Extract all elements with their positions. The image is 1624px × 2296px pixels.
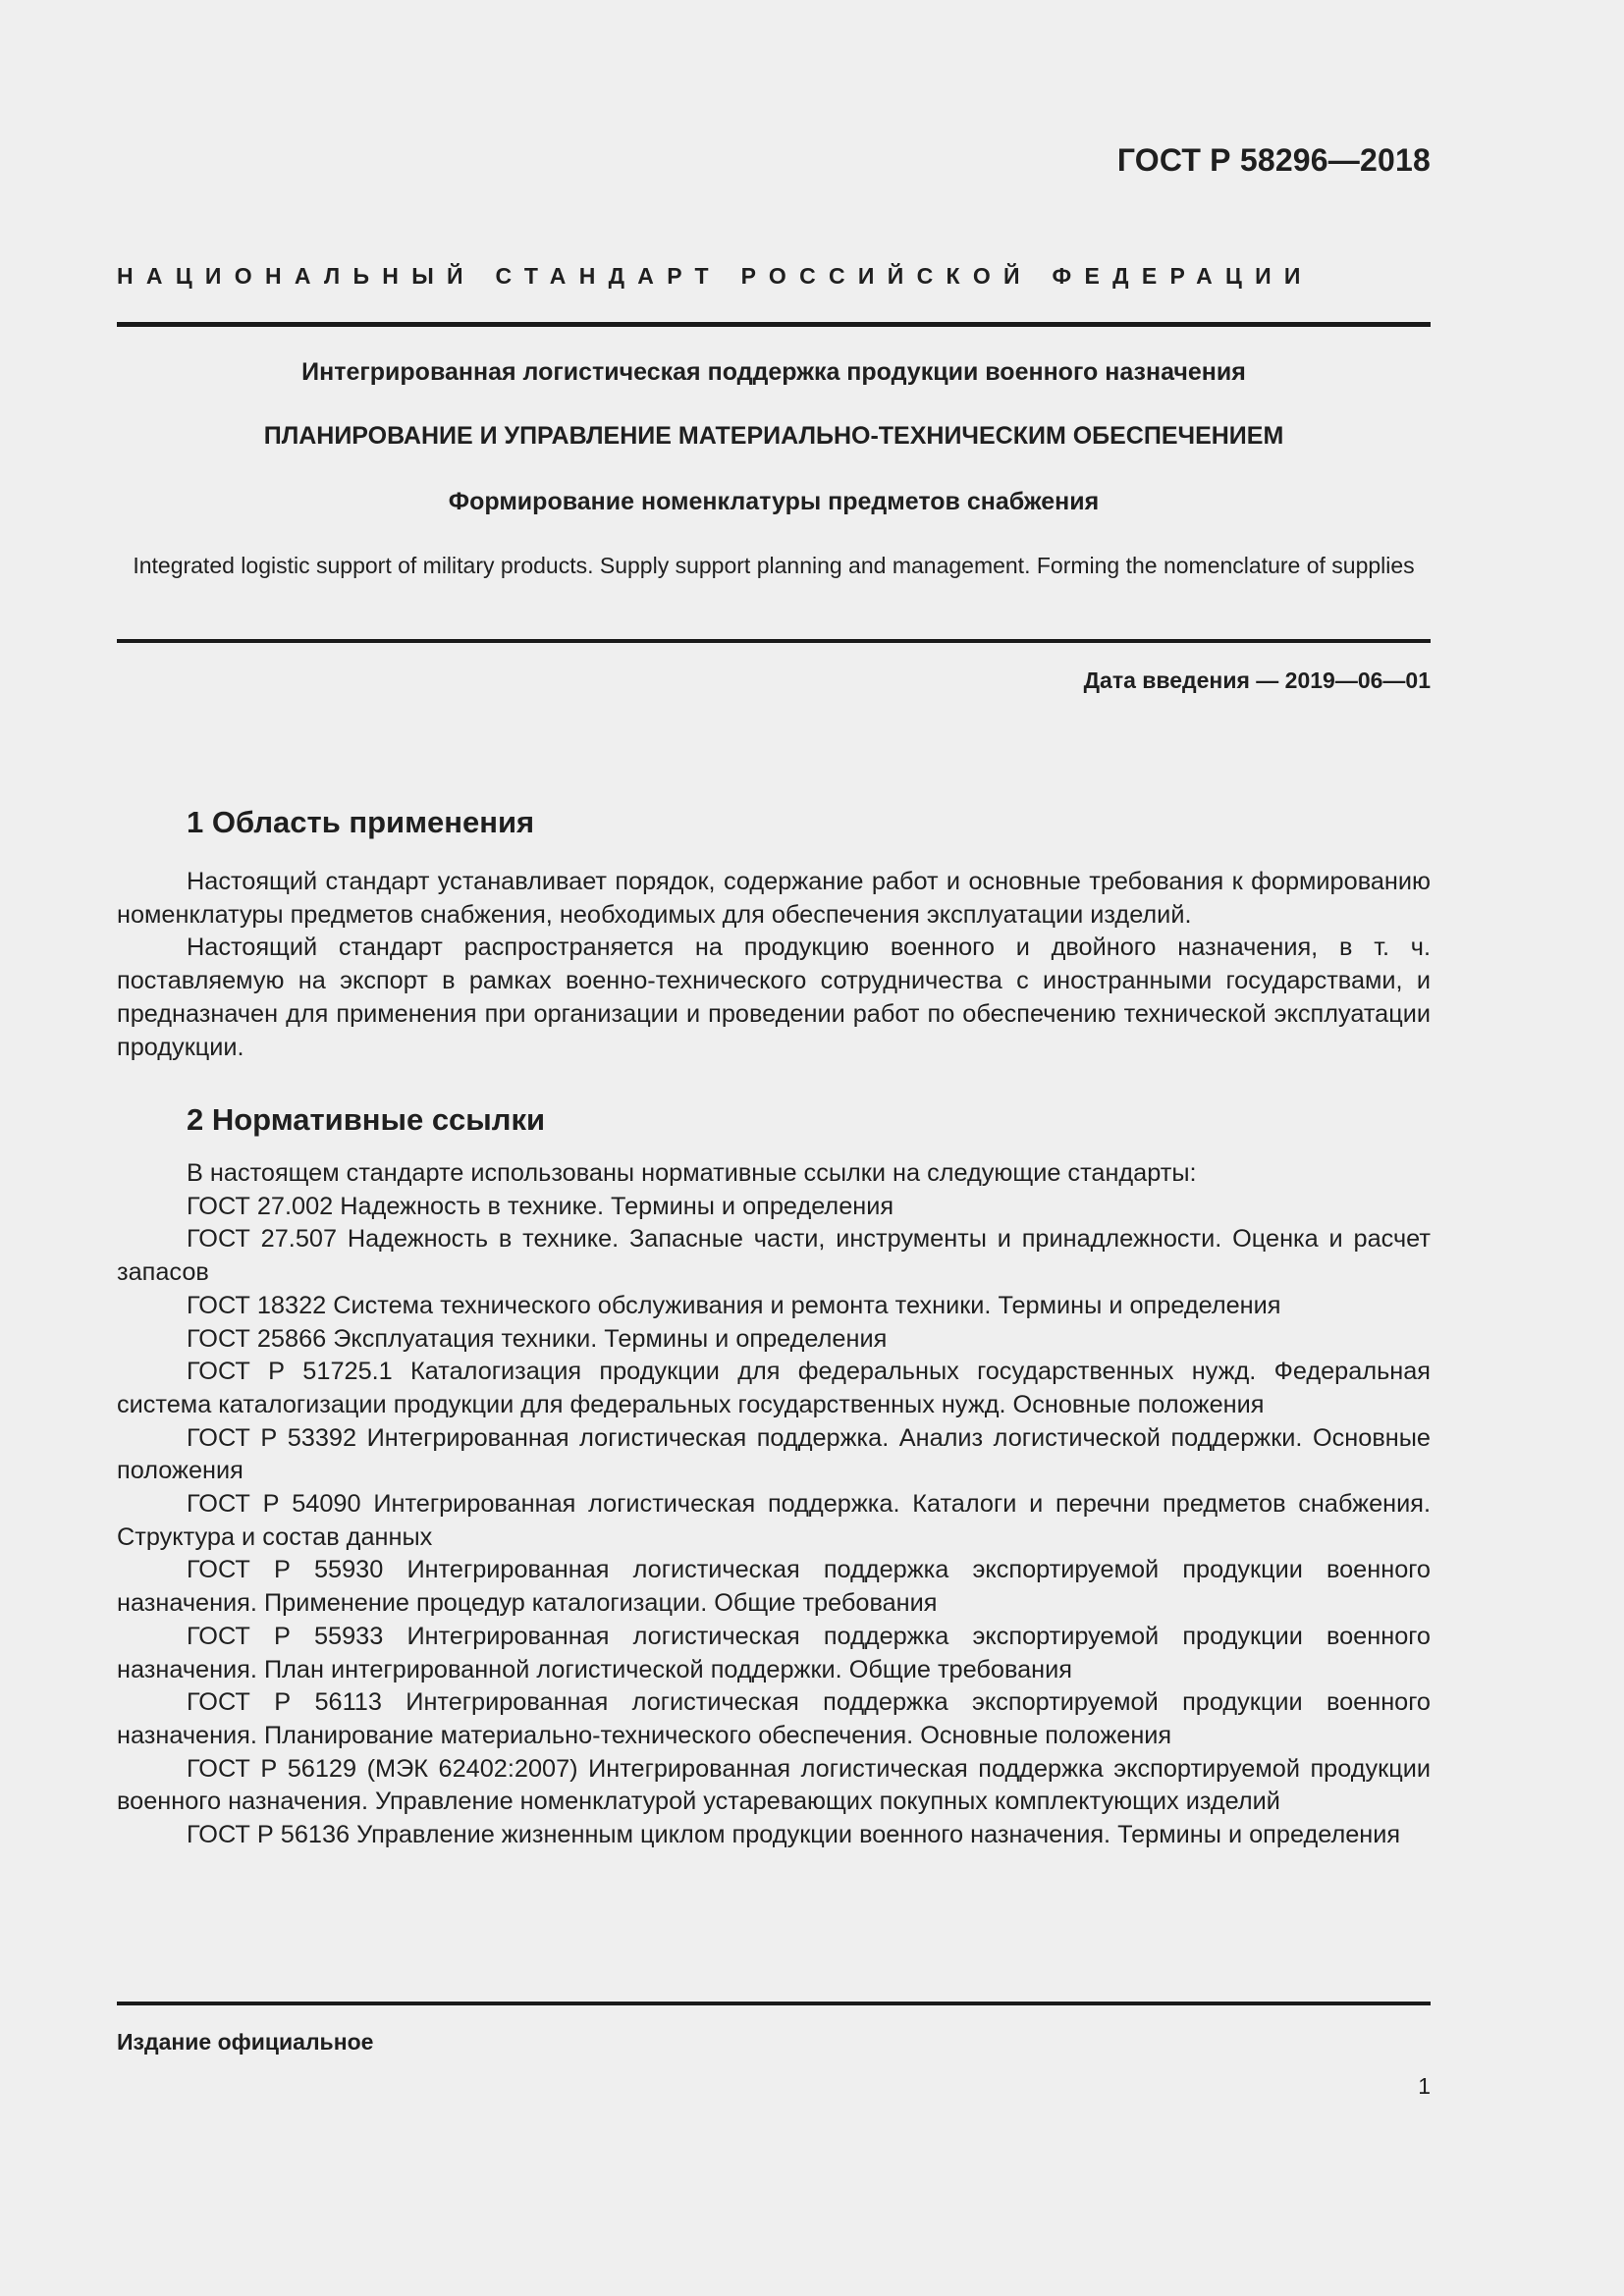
section-heading: 1 Область применения <box>187 805 535 839</box>
references-intro: В настоящем стандарте использованы нормативные ссылки на следующие стандарты: <box>187 1159 1197 1187</box>
document-id: ГОСТ Р 58296—2018 <box>1116 142 1431 178</box>
title-line-1: Интегрированная логистическая поддержка продукции военного назначения <box>301 358 1246 386</box>
reference-item: ГОСТ 27.507 Надежность в технике. Запасные части, инструменты и принадлежности. Оценка и расчет запасов <box>117 1225 1431 1287</box>
reference-item: ГОСТ Р 55930 Интегрированная логистическая поддержка экспортируемой продукции военного назначения. Применение процедур каталогизации. Общие требования <box>117 1556 1431 1618</box>
paragraph: Настоящий стандарт распространяется на продукцию военного и двойного назначения, в т. ч. поставляемую на экспорт в рамках военно-технического сотрудничества с иностранными государствами, и предназначен для применения при организации и проведении работ по обеспечению технической эксплуатации продукции. <box>117 934 1431 1061</box>
reference-item: ГОСТ 25866 Эксплуатация техники. Термины и определения <box>187 1324 888 1353</box>
footer-rule <box>117 2002 1431 2005</box>
reference-item: ГОСТ 18322 Система технического обслуживания и ремонта техники. Термины и определения <box>187 1291 1281 1319</box>
title-rule <box>117 639 1431 643</box>
national-standard-banner: НАЦИОНАЛЬНЫЙ СТАНДАРТ РОССИЙСКОЙ ФЕДЕРАЦИИ <box>117 263 1314 289</box>
paragraph: Настоящий стандарт устанавливает порядок, содержание работ и основные требования к формированию номенклатуры предметов снабжения, необходимых для обеспечения эксплуатации изделий. <box>117 868 1431 929</box>
official-edition-label: Издание официальное <box>117 2029 374 2055</box>
reference-item: ГОСТ Р 56129 (МЭК 62402:2007) Интегрированная логистическая поддержка экспортируемой продукции военного назначения. Управление номенклатурой устаревающих покупных комплектующих изделий <box>117 1754 1431 1816</box>
reference-item: ГОСТ Р 51725.1 Каталогизация продукции для федеральных государственных нужд. Федеральная система каталогизации продукции для федеральных государственных нужд. Основные положения <box>117 1358 1431 1418</box>
page-number: 1 <box>1418 2073 1431 2099</box>
reference-item: ГОСТ Р 54090 Интегрированная логистическая поддержка. Каталоги и перечни предметов снабжения. Структура и состав данных <box>117 1490 1431 1551</box>
section-scope <box>117 803 1431 1064</box>
top-rule <box>117 322 1431 327</box>
section-heading: 2 Нормативные ссылки <box>187 1102 546 1137</box>
title-line-2: ПЛАНИРОВАНИЕ И УПРАВЛЕНИЕ МАТЕРИАЛЬНО-ТЕХНИЧЕСКИМ ОБЕСПЕЧЕНИЕМ <box>263 422 1284 450</box>
introduction-date: Дата введения — 2019—06—01 <box>1083 667 1431 693</box>
reference-item: ГОСТ 27.002 Надежность в технике. Термины и определения <box>187 1192 894 1220</box>
reference-item: ГОСТ Р 55933 Интегрированная логистическая поддержка экспортируемой продукции военного назначения. План интегрированной логистической поддержки. Общие требования <box>117 1622 1431 1683</box>
english-title: Integrated logistic support of military products. Supply support planning and management. Forming the nomenclature of supplies <box>133 553 1415 578</box>
reference-item: ГОСТ Р 56136 Управление жизненным циклом продукции военного назначения. Термины и определения <box>187 1821 1401 1849</box>
title-line-3: Формирование номенклатуры предметов снабжения <box>448 488 1100 515</box>
reference-item: ГОСТ Р 56113 Интегрированная логистическая поддержка экспортируемой продукции военного назначения. Планирование материально-технического обеспечения. Основные положения <box>117 1688 1431 1749</box>
section-normative-references <box>117 1100 1431 1852</box>
reference-item: ГОСТ Р 53392 Интегрированная логистическая поддержка. Анализ логистической поддержки. Основные положения <box>117 1423 1431 1485</box>
